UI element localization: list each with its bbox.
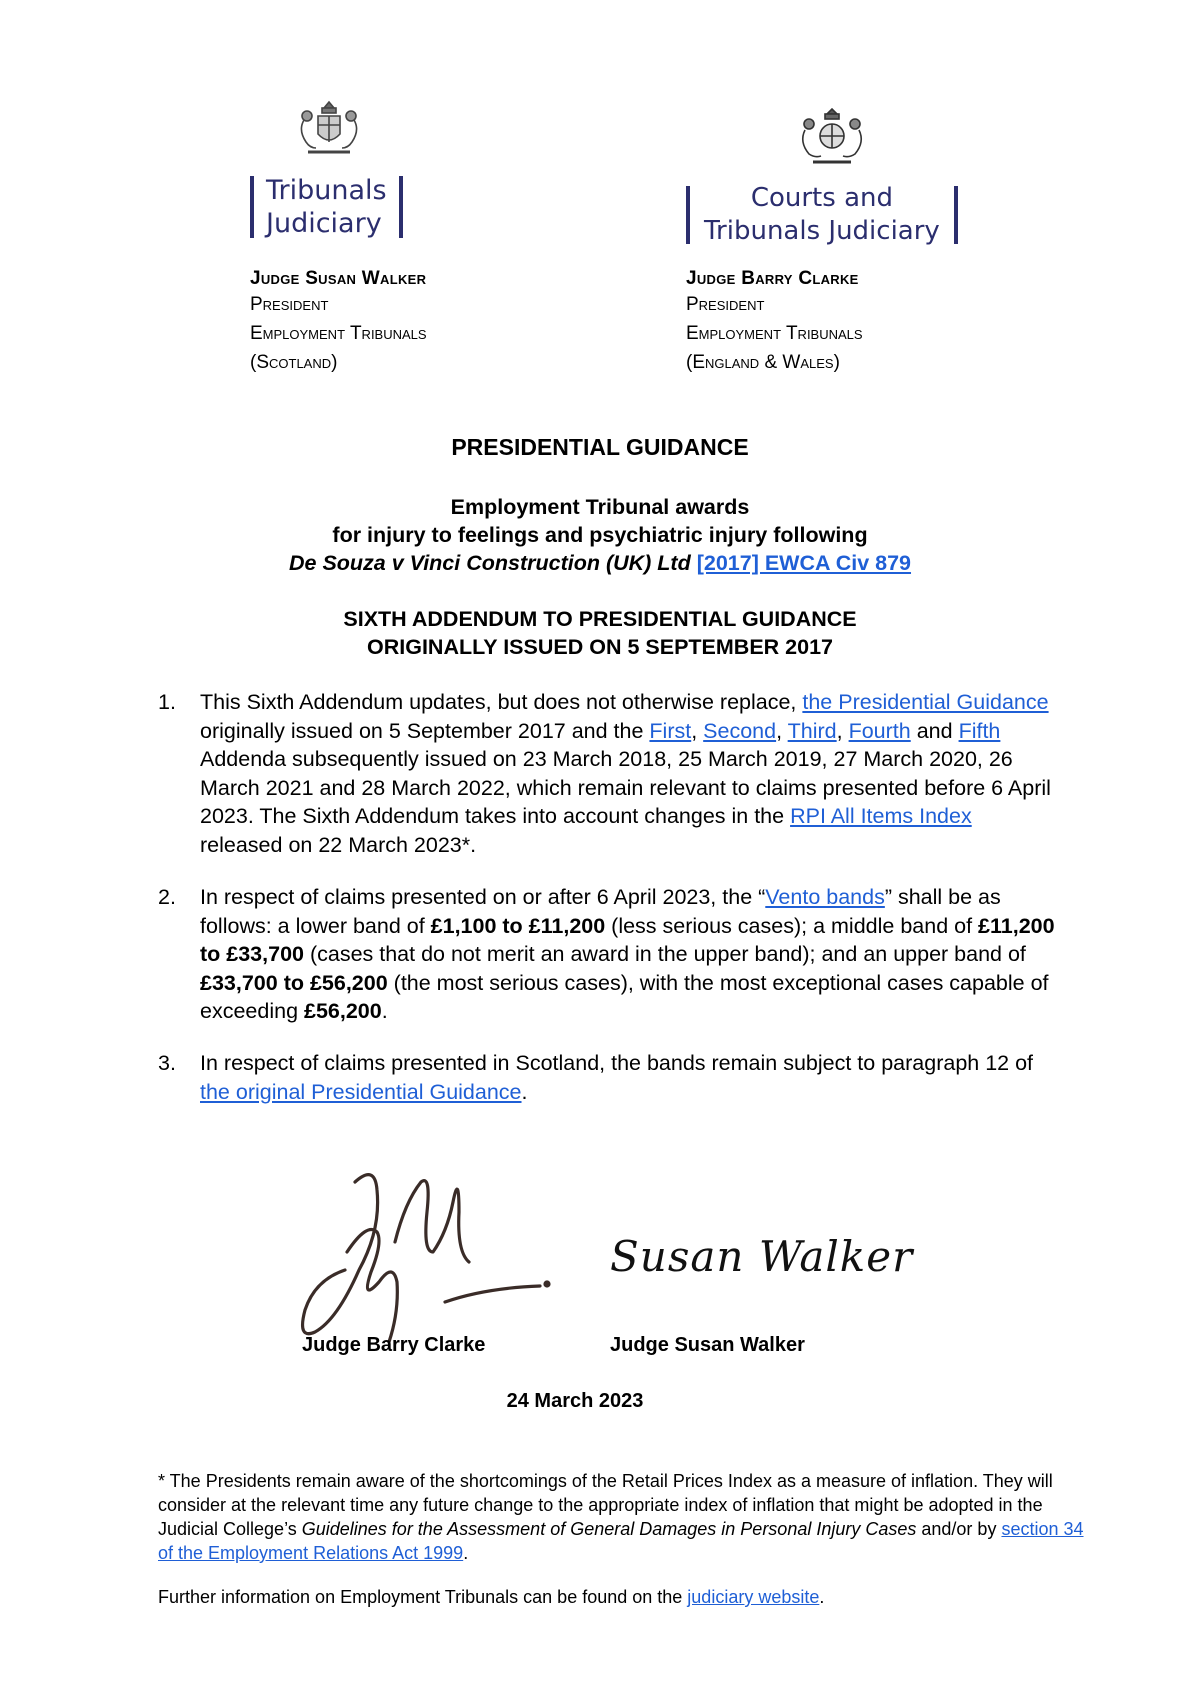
guidelines-title: Guidelines for the Assessment of General Damages in Personal Injury Cases bbox=[301, 1519, 917, 1539]
left-judge-block bbox=[250, 268, 427, 377]
text-run: . bbox=[463, 1543, 469, 1563]
text-run: Addenda subsequently issued on 23 March 2018, 25 March 2019, 27 March 2020, 26 March 2021 and 28 March 2022, which remain relevant to claims presented before 6 April 2023. The Sixth Addendum takes into account changes in the bbox=[200, 747, 1051, 828]
exceptional-amount: £56,200 bbox=[304, 999, 382, 1023]
subtitle-line-3 bbox=[0, 549, 1200, 577]
vento-bands-link[interactable]: Vento bands bbox=[765, 885, 885, 909]
barry-clarke-signature bbox=[295, 1162, 555, 1357]
text-run: In respect of claims presented on or after 6 April 2023, the “ bbox=[200, 885, 766, 909]
footnote bbox=[158, 1469, 1088, 1565]
text-run: , bbox=[776, 718, 788, 743]
case-name: De Souza v Vinci Construction (UK) Ltd bbox=[288, 551, 691, 575]
addendum-line-1: SIXTH ADDENDUM TO PRESIDENTIAL GUIDANCE bbox=[343, 607, 857, 631]
original-guidance-link[interactable]: the original Presidential Guidance bbox=[200, 1079, 522, 1104]
rpi-index-link[interactable]: RPI All Items Index bbox=[790, 804, 972, 828]
subtitle-line-2: for injury to feelings and psychiatric injury following bbox=[332, 523, 868, 547]
text-run: , bbox=[691, 718, 704, 743]
tribunals-judiciary-logo bbox=[250, 176, 403, 238]
text-run: . bbox=[521, 1079, 528, 1104]
third-addendum-link[interactable]: Third bbox=[787, 718, 837, 743]
text-run: (cases that do not merit an award in the upper band); and an upper band of bbox=[303, 942, 1026, 966]
left-judge-body: Employment Tribunals bbox=[250, 323, 427, 344]
right-crest-logo bbox=[797, 108, 867, 175]
brand-line-1: Tribunals bbox=[266, 175, 387, 206]
first-addendum-link[interactable]: First bbox=[649, 718, 692, 743]
middle-band-amount: £11,200 to £33,700 bbox=[200, 913, 1055, 966]
paragraph-number: 1. bbox=[158, 690, 176, 714]
judiciary-website-link[interactable]: judiciary website bbox=[687, 1587, 820, 1607]
right-signatory-name: Judge Susan Walker bbox=[610, 1334, 805, 1356]
right-judge-name: Judge Barry Clarke bbox=[686, 268, 859, 289]
text-run: (the most serious cases), with the most exceptional cases capable of exceeding bbox=[200, 970, 1049, 1023]
left-judge-region: (Scotland) bbox=[250, 352, 338, 373]
paragraph-text bbox=[200, 883, 1060, 1026]
text-run: , bbox=[836, 718, 849, 743]
subtitle-block bbox=[0, 493, 1200, 577]
lower-band-amount: £1,100 to £11,200 bbox=[430, 913, 606, 938]
right-judge-body: Employment Tribunals bbox=[686, 323, 863, 344]
left-crest-logo bbox=[294, 100, 364, 167]
left-judge-role: President bbox=[250, 294, 329, 315]
paragraph-number: 2. bbox=[158, 885, 176, 909]
addendum-heading bbox=[0, 605, 1200, 661]
presidential-guidance-link[interactable]: the Presidential Guidance bbox=[802, 690, 1049, 714]
text-run: (less serious cases); a middle band of bbox=[605, 913, 979, 938]
left-signatory-name: Judge Barry Clarke bbox=[302, 1334, 486, 1356]
further-info bbox=[158, 1585, 1088, 1609]
paragraph-text bbox=[200, 1049, 1060, 1106]
fourth-addendum-link[interactable]: Fourth bbox=[848, 718, 911, 743]
addendum-line-2: ORIGINALLY ISSUED ON 5 SEPTEMBER 2017 bbox=[367, 635, 833, 659]
right-judge-region: (England & Wales) bbox=[686, 352, 840, 373]
second-addendum-link[interactable]: Second bbox=[703, 718, 777, 743]
brand-line-1: Courts and bbox=[750, 183, 893, 213]
upper-band-amount: £33,700 to £56,200 bbox=[200, 970, 388, 995]
text-run: and/or by bbox=[916, 1519, 1002, 1539]
text-run: originally issued on 5 September 2017 and the bbox=[200, 718, 650, 743]
fifth-addendum-link[interactable]: Fifth bbox=[958, 718, 1001, 743]
text-run: and bbox=[910, 718, 959, 743]
citation-link[interactable]: [2017] EWCA Civ 879 bbox=[696, 551, 912, 575]
text-run: In respect of claims presented in Scotland, the bands remain subject to paragraph 12 of bbox=[200, 1051, 1034, 1075]
page-title: PRESIDENTIAL GUIDANCE bbox=[451, 434, 749, 460]
text-run: . bbox=[819, 1587, 825, 1607]
courts-tribunals-judiciary-logo bbox=[686, 184, 958, 246]
text-run: . bbox=[381, 999, 388, 1023]
brand-line-2: Tribunals Judiciary bbox=[704, 216, 940, 246]
text-run: released on 22 March 2023*. bbox=[200, 832, 477, 857]
brand-line-2: Judiciary bbox=[266, 208, 382, 239]
employment-relations-act-link[interactable]: section 34 of the Employment Relations Act 1999 bbox=[158, 1519, 1084, 1563]
paragraph-number: 3. bbox=[158, 1051, 176, 1075]
subtitle-line-1: Employment Tribunal awards bbox=[450, 495, 750, 519]
signature-date: 24 March 2023 bbox=[506, 1390, 644, 1412]
left-judge-name: Judge Susan Walker bbox=[250, 268, 427, 289]
right-judge-block bbox=[686, 268, 863, 377]
text-run: * The Presidents remain aware of the shortcomings of the Retail Prices Index as a measure of inflation. They will consider at the relevant time any future change to the appropriate index of inflation that might be adopted in the Judicial College’s bbox=[158, 1471, 1053, 1539]
right-judge-role: President bbox=[686, 294, 765, 315]
text-run: ” shall be as follows: a lower band of bbox=[200, 885, 1001, 938]
text-run: Further information on Employment Tribunals can be found on the bbox=[158, 1587, 688, 1607]
paragraph-text bbox=[200, 688, 1060, 859]
text-run: This Sixth Addendum updates, but does not otherwise replace, bbox=[200, 690, 803, 714]
susan-walker-signature: Susan Walker bbox=[610, 1232, 914, 1281]
